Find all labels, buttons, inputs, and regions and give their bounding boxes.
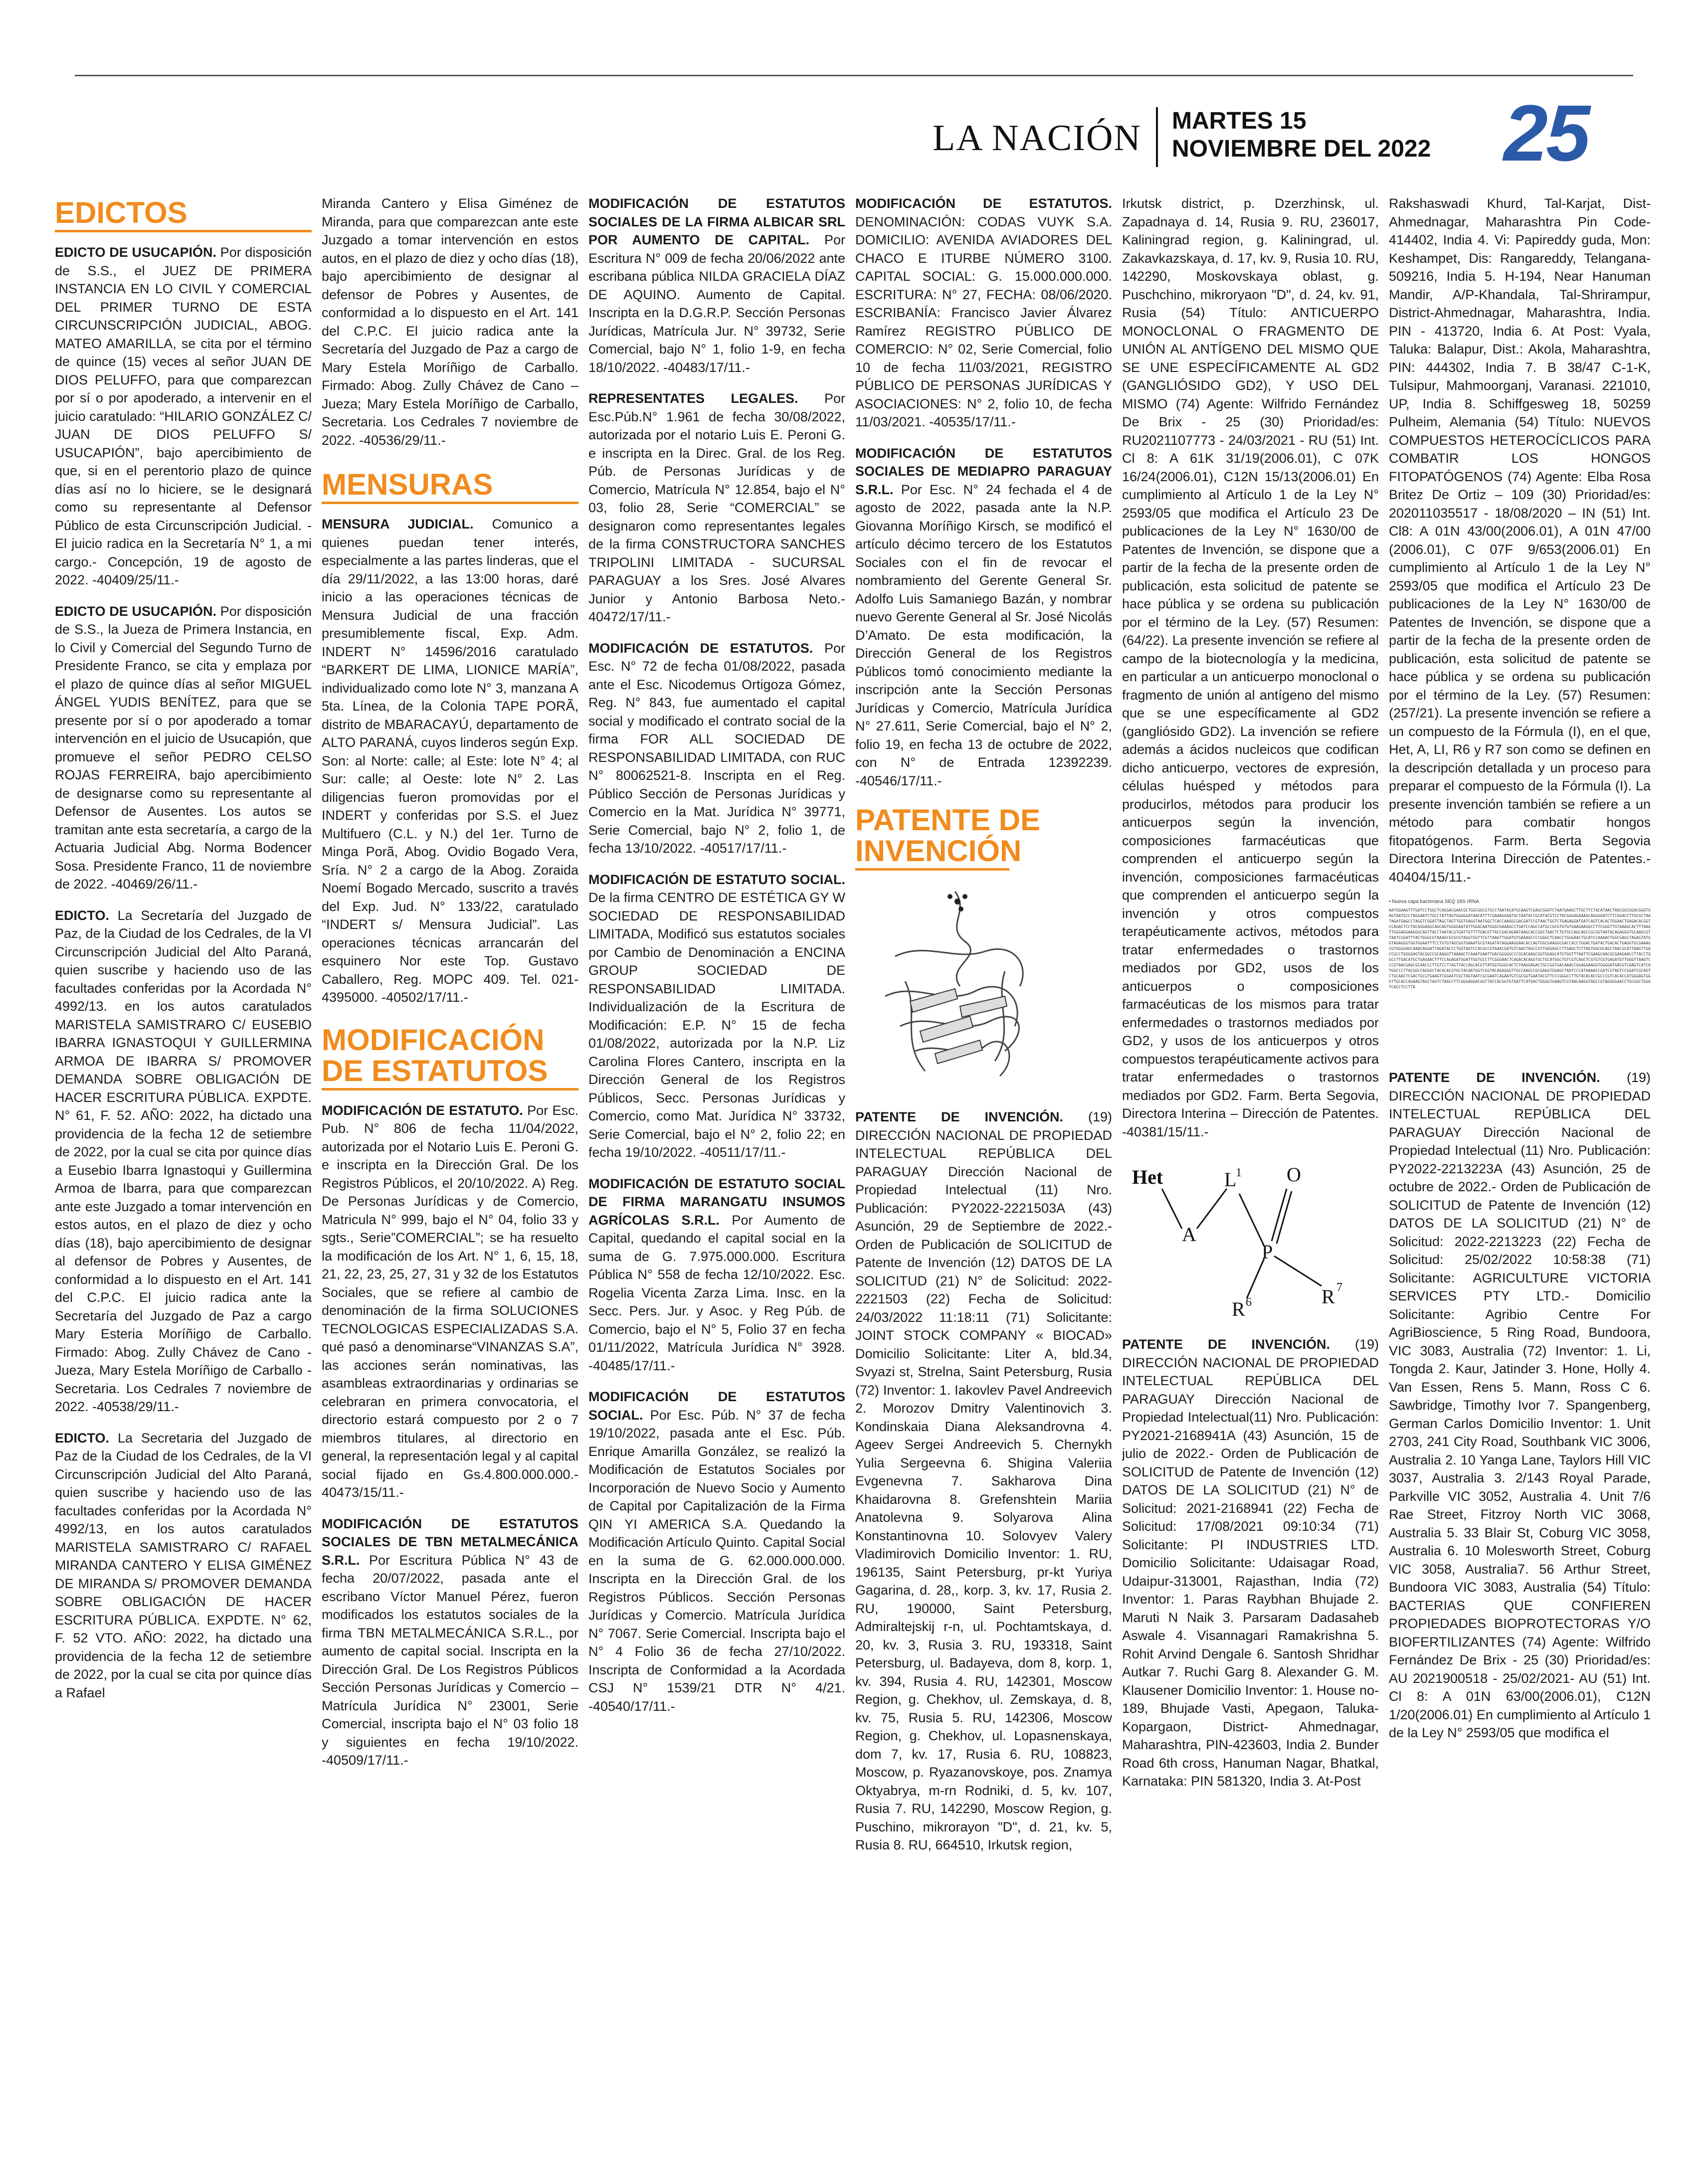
antibody-structure-figure [855,882,1112,1096]
notice-entry [588,639,845,858]
newspaper-brand: LA NACIÓN [933,118,1141,159]
notice-body: Por Esc. N° 72 de fecha 01/08/2022, pasada ante el Esc. Nicodemus Ortigoza Gómez, Reg. N° 843, fue aumentado el capital social y modificado el contrato social de la firma FOR ALL SOCIEDAD DE RESPONSABILIDAD LIMITADA, con RUC N° 80062521-8. Inscripta en el Reg. Público Sección de Personas Jurídicas y Comercio en la Mat. Jurídica N° 39771, Serie Comercial, bajo N° 2, folio 1, de fecha 13/10/2022. -40517/17/11.- [588,640,845,856]
notices-list [855,194,1112,790]
column-6 [1389,194,1651,2139]
section-title-line-2: INVENCIÓN [855,834,1022,868]
notice-body: (19) DIRECCIÓN NACIONAL DE PROPIEDAD INTELECTUAL REPÚBLICA DEL PARAGUAY Dirección Nacional de Propiedad Intelectual (11) Nro. Publicación: PY2022-2213223A (43) Asunción, 25 de octubre de 2022.- Orden de Publicación de SOLICITUD de Patente de Invención (12) DATOS DE LA SOLICITUD (21) N° de Solicitud: 2022-2213223 (22) Fecha de Solicitud: 25/02/2022 10:58:38 (71) Solicitante: AGRICULTURE VICTORIA SERVICES PTY LTD.- Domicilio Solicitante: Agribio Centre For AgriBioscience, 5 Ring Road, Bundoora, VIC 3083, Australia (72) Inventor: 1. Li, Tongda 2. Kaur, Jatinder 3. Hone, Holly 4. Van Essen, Rens 5. Mann, Ross C 6. Sawbridge, Timothy Ivor 7. Spangenberg, German Carlos Domicilio Inventor: 1. Unit 2703, 241 City Road, Southbank VIC 3006, Australia 2. 10 Yanga Lane, Taylors Hill VIC 3037, Australia 3. 2/143 Royal Parade, Parkville VIC 3052, Australia 4. Unit 7/6 Rae Street, Fitzroy North VIC 3068, Australia 5. 33 Blair St, Coburg VIC 3058, Australia 6. 10 Molesworth Street, Coburg VIC 3058, Australia7. 56 Arthur Street, Bundoora VIC 3083, Australia (54) Título: BACTERIAS QUE CONFIEREN PROPIEDADES BIOPROTECTORAS Y/O BIOFERTILIZANTES (74) Agente: Wilfrido Fernández De Brix - 25 (30) Prioridad/es: AU 2021900518 - 25/02/2021- AU (51) Int. Cl 8: A 01N 63/00(2006.01), C12N 1/20(2006.01) En cumplimiento al Artículo 1 de la Ley N° 2593/05 que modifica el [1389,1070,1651,1740]
notice-title: MODIFICACIÓN DE ESTATUTO. [322,1102,523,1118]
notice-title: PATENTE DE INVENCIÓN. [1122,1337,1330,1352]
notice-title: EDICTO. [55,1430,110,1446]
section-heading-patente [855,805,1112,867]
notice-title: MODIFICACIÓN DE ESTATUTO SOCIAL DE FIRMA MARANGATU INSUMOS AGRÍCOLAS S.R.L. [588,1176,845,1228]
edictos-list [55,243,312,1702]
sequence-caption: • Nueva capa bacteriana SEQ 18S rRNA [1389,899,1479,905]
notice-continuation: Miranda Cantero y Elisa Giménez de Miranda, para que comparezcan ante este Juzgado a tomar intervención en estos autos, en el plazo de diez y ocho días (18), bajo apercibimiento de designar al defensor de Pobres y Ausentes, de conformidad a lo dispuesto en el Art. 141 del C.P.C. El juicio radica ante la Secretaría del Juzgado de Paz a cargo de Mary Estela Moríñigo de Carballo. Firmado: Abog. Zully Chávez de Cano – Jueza; Mary Estela Moríñigo de Carballo, Secretaria. Los Cedrales 7 noviembre de 2022. -40536/29/11.- [322,196,578,448]
notice-body: Por Esc.Púb.N° 1.961 de fecha 30/08/2022, autorizada por el notario Luis E. Peroni G. e inscripta en la Direc. Gral. de los Reg. Púb. de Personas Jurídicas y de Comercio, Matrícula N° 12.854, bajo el N° 03, folio 28, Serie “COMERCIAL” se designaron como representantes legales de la firma CONSTRUCTORA SANCHES TRIPOLINI LIMITADA - SUCURSAL PARAGUAY a los Sres. José Alvares Junior y Antonio Barbosa Neto.- 40472/17/11.- [588,391,845,624]
column-2 [322,194,578,2139]
notice-title: REPRESENTATES LEGALES. [588,391,798,406]
page-number: 25 [1504,88,1588,178]
notice-entry [855,1108,1112,1854]
column-1 [55,194,312,2139]
notice-body: La Secretaria del Juzgado de Paz de la Ciudad de los Cedrales, de la VI Circunscripción Judicial del Alto Paraná, quien suscribe y haciendo uso de las facultades conferidas por la Acordada N° 4992/13, en los autos caratulados MARISTELA SAMISTRARO C/ RAFAEL MIRANDA CANTERO Y ELISA GIMÉNEZ DE MIRANDA S/ PROMOVER DEMANDA SOBRE OBLIGACIÓN DE HACER ESCRITURA PÚBLICA. EXPDTE. N° 62, F. 52 VTO. AÑO: 2022, ha dictado una providencia de la fecha 12 de setiembre de 2022, por la cual se cita por quince días a Rafael [55,1430,312,1700]
formula-het: Het [1132,1166,1163,1188]
heading-underline [322,1088,578,1090]
modificacion-list [322,1101,578,1770]
heading-underline [855,868,1009,871]
notice-patente [1389,1069,1651,1742]
protein-ribbon-illustration [855,882,1055,1096]
notice-body: Por disposición de S.S., la Jueza de Primera Instancia, en lo Civil y Comercial del Segundo Turno de Presidente Franco, se cita y emplaza por el plazo de quince días al señor MIGUEL ÁNGEL YUDIS BENÍTEZ, para que se presente por sí o por apoderado a tomar intervención en el juicio de Usucapión, que promueve el señor PEDRO CELSO ROJAS FERREIRA, bajo apercibimiento de designarse como su representante al Defensor de Ausentes. Los autos se tramitan ante esta secretaría, a cargo de la Actuaria Judicial Abg. Norma Bodencer Sosa. Presidente Franco, 11 de noviembre de 2022. -40469/26/11.- [55,603,312,892]
notice-entry [855,444,1112,790]
formula-i-structure [1122,1154,1361,1323]
sequence-text: AATGGAAGTTTGATCCTGGCTCAGGACGAACGCTGGCGGCGTGCCTAATACATGCAAGTCGAGCGGATCTAATGAAGCTTGCTTCTACATAACTAGCGGCGGACGGGTGAGTAATGCCTAGGAATCTGCCTATTAGTGGGGGATAACATTTCGAAAGGAATGCTAATACCGCATACGTCCTACGGGAGAAAGCAGGGGATCTTCGGACCTTGCGCTAATAGATGAGCCTAGGTCGGATTAGCTAGTTGGTGAGGTAATGGCTCACCAAGGCGACGATCCGTAACTGGTCTGAGAGGATGATCAGTCACACTGGAACTGAGACACGGTCCAGACTCCTACGGGAGGCAGCAGTGGGGAATATTGGACAATGGGCGAAAGCCTGATCCAGCCATGCCGCGTGTGTGAAGAAGGCCTTCGGGTTGTAAAGCACTTTAAGTTGGGAGGAAGGGCAGTTACCTAATACGTGATTGTTTTGACGTTACCGACAGAATAAGCACCGGCTAACTCTGTGCCAGCAGCCGCGGTAATACAGAGGGTGCAAGCGTTAATCGGATTTACTGGGCGTAAAGCGCGCGTAGGTGGTTCGTTAAGTTGGATGTGAAAGCCCCGGGCTCAACCTGGGAACTGCATCCAAAACTGGCGAGCTAGAGTATGGTAGAGGGTGGTGGAATTTCCTGTGTAGCGGTGAAATGCGTAGATATAGGAAGGAACACCAGTGGCGAAGGCGACCACCTGGACTGATACTGACACTGAGGTGCGAAAGCGTGGGGAGCAAACAGGATTAGATACCCTGGTAGTCCACGCCGTAAACGATGTCAACTAGCCGTTGGGAGCCTTGAGCTCTTAGTGGCGCAGCTAACGCATTAAGTTGACCGCCTGGGGAGTACGGCCGCAAGGTTAAAACTCAAATGAATTGACGGGGGCCCGCACAAGCGGTGGAGCATGTGGTTTAATTCGAAGCAACGCGAAGAACCTTACCTGGCCTTGACATGCTGAGAACTTTCCAGAGATGGATTGGTGCCTTCGGGAACTCAGACACAGGTGCTGCATGGCTGTCGTCAGCTCGTGTCGTGAGATGTTGGGTTAAGTCCCGTAACGAGCGCAACCCTTGTCCTTAGTTACCAGCACGTTATGGTGGGCACTCTAAGGAGACTGCCGGTGACAAACCGGAGGAAGGTGGGGATGACGTCAAGTCATCATGGCCCTTACGGCCAGGGCTACACACGTGCTACAATGGTCGGTACAGAGGGTTGCCAAGCCGCGAGGTGGAGCTAATCCCATAAAACCGATCGTAGTCCGGATCGCAGTCTGCAACTCGACTGCGTGAAGTCGGAATCGCTAGTAATCGCGAATCAGAATGTCGCGGTGAATACGTTCCCGGGCCTTGTACACACCGCCCGTCACACCATGGGAGTGGGTTGCACCAGAAGTAGCTAGTCTAACCTTCGGGAGGACGGTTACCACGGTGTGATTCATGACTGGGGTGAAGTCGTAACAAGGTAGCCGTAGGGGAACCTGCGGCTGGATCACCTCCTTA [1389,908,1651,989]
notice-continuation [1122,194,1379,1141]
notice-title: MODIFICACIÓN DE ESTATUTOS. [855,196,1112,211]
notice-title: EDICTO DE USUCAPIÓN. [55,603,216,619]
notice-entry [55,1429,312,1702]
notice-entry [322,1101,578,1502]
notice-patente [1122,1335,1379,1791]
classifieds-columns [55,194,1651,2139]
formula-r6: R [1232,1298,1245,1320]
dna-sequence-figure [1389,899,1651,1054]
notice-entry [588,1175,845,1375]
notice-title: MODIFICACIÓN DE ESTATUTOS SOCIALES DE TBN METALMECÁNICA S.R.L. [322,1516,578,1568]
formula-l-superscript: 1 [1236,1166,1242,1179]
issue-date [1172,107,1431,163]
formula-r6-superscript: 6 [1246,1296,1252,1309]
notice-body: Comunico a quienes puedan tener interés, especialmente a las partes linderas, que el día 29/11/2022, a las 13:00 horas, daré inicio a las operaciones técnicas de Mensura Judicial de una fracción presumiblemente fiscal, Exp. Adm. INDERT N° 14596/2016 caratulado “BARKERT DE LIMA, LIONICE MARÍA”, individualizado como lote N° 3, manzana A 5ta. Línea, de la Colonia TAPE PORÃ, distrito de MBARACAYÚ, departamento de ALTO PARANÁ, cuyos linderos según Exp. Son: al Norte: calle; al Este: lote N° 4; al Sur: calle; al Oeste: lote N° 2. Las diligencias fueron promovidas por el INDERT y conferidas por S.S. el Juez Multifuero (C.L. y N.) del 1er. Turno de Minga Porã, Abog. Ovidio Bogado Vera, Sría. N° 2 a cargo de la Abog. Zoraida Noemí Bogado Mercado, suscrito a través del Exp. Jud. N° 133/22, caratulado “INDERT s/ Mensura Judicial”. Las operaciones técnicas arrancarán del esquinero Nor este Top. Gustavo Caballero, Reg. MOPC 409. Tel. 021-4395000. -40502/17/11.- [322,517,578,1005]
notice-title: MODIFICACIÓN DE ESTATUTO SOCIAL. [588,872,845,887]
notice-title: MODIFICACIÓN DE ESTATUTOS SOCIALES DE MEDIAPRO PARAGUAY S.R.L. [855,445,1112,497]
masthead-separator [1156,107,1158,167]
formula-o: O [1287,1163,1301,1186]
section-title: MENSURAS [322,468,493,501]
notice-entry [322,1515,578,1770]
notice-entry [55,907,312,1416]
notice-title: MENSURA JUDICIAL. [322,517,474,532]
notice-title: PATENTE DE INVENCIÓN. [855,1109,1063,1124]
section-title-line-1: PATENTE DE [855,803,1041,837]
formula-a: A [1182,1223,1196,1246]
notice-title: PATENTE DE INVENCIÓN. [1389,1070,1600,1085]
notice-entry [55,243,312,589]
chemical-formula-figure [1122,1154,1379,1323]
notice-continuation [1389,194,1651,886]
top-rule [75,75,1633,76]
notice-body: Irkutsk district, p. Dzerzhinsk, ul. Zapadnaya d. 14, Rusia 9. RU, 236017, Kaliningrad region, g. Kaliningrad, ul. Zakavkazskaya, d. 17, kv. 9, Rusia 10. RU, 142290, Moskovskaya oblast, g. Puschchino, mikroryaon "D", d. 24, kv. 91, Rusia (54) Título: ANTICUERPO MONOCLONAL O FRAGMENTO DE UNIÓN AL ANTÍGENO DEL MISMO QUE SE UNE ESPECÍFICAMENTE AL GD2 (GANGLIÓSIDO GD2), Y USO DEL MISMO (74) Agente: Wilfrido Fernández De Brix - 25 (30) Prioridad/es: RU2021107773 - 24/03/2021 - RU (51) Int. Cl 8: A 61K 31/19(2006.01), C 07K 16/24(2006.01), C12N 15/13(2006.01) En cumplimiento al Artículo 1 de la Ley N° 2593/05 que modifica el Artículo 23 De publicaciones de la Ley N° 1630/00 de Patentes de Invención, se dispone que a partir de la fecha de la presente orden de publicación, esta solicitud de patente se hace pública y se ordena su publicación por el término de la Ley. (57) Resumen: (64/22). La presente invención se refiere al campo de la biotecnología y la medicina, en particular a un anticuerpo monoclonal o fragmento de unión al antígeno del mismo que se une específicamente al GD2 (gangliósido GD2). La invención se refiere además a ácidos nucleicos que codifican dicho anticuerpo, vectores de expresión, células huésped y métodos para producirlos, métodos para producir los anticuerpos según la invención, composiciones farmacéuticas que comprenden el anticuerpo según la invención, composiciones farmacéuticas que comprenden el anticuerpo según la invención y otros compuestos terapéuticamente activos, métodos para tratar enfermedades o trastornos mediados por GD2, usos de los anticuerpos o composiciones farmacéuticas de los mismos para tratar enfermedades o trastornos mediados por GD2, y usos de los anticuerpos y otros compuestos terapéuticamente activos para tratar enfermedades o trastornos mediados por GD2. Farm. Berta Segovia, Directora Interina – Dirección de Patentes. -40381/15/11.- [1122,196,1379,1139]
notice-entry [588,194,845,376]
notice-body: Por Escritura N° 009 de fecha 20/06/2022 ante escribana pública NILDA GRACIELA DÍAZ DE AQUINO. Aumento de Capital. Inscripta en la D.G.R.P. Sección Personas Jurídicas, Matrícula Jur. N° 39732, Serie Comercial, bajo N° 1, folio 1-9, en fecha 18/10/2022. -40483/17/11.- [588,232,845,375]
patent-list [855,1108,1112,1854]
issue-day: MARTES 15 [1172,108,1307,134]
section-title-line-1: MODIFICACIÓN [322,1023,545,1057]
section-title: EDICTOS [55,196,188,229]
notice-entry [855,194,1112,431]
column-5 [1122,194,1379,2139]
notice-entry [55,602,312,894]
notice-body: DENOMINACIÓN: CODAS VUYK S.A. DOMICILIO: AVENIDA AVIADORES DEL CHACO E ITURBE NÚMERO 3100. CAPITAL SOCIAL: G. 15.000.000.000. ESCRITURA: N° 27, FECHA: 08/06/2020. ESCRIBANÍA: Francisco Javier Álvarez Ramírez REGISTRO PÚBLICO DE COMERCIO: N° 02, Serie Comercial, folio 10 de fecha 11/03/2021, REGISTRO PÚBLICO DE PERSONAS JURÍDICAS Y ASOCIACIONES: N° 2, folio 10, de fecha 11/03/2021. -40535/17/11.- [855,214,1112,429]
notice-body: La Secretaría del Juzgado de Paz, de la Ciudad de los Cedrales, de la VI Circunscripción Judicial del Alto Paraná, quien suscribe y haciendo uso de las facultades conferidas por la Acordada N° 4992/13. en los autos caratulados MARISTELA SAMISTRARO C/ EUSEBIO IBARRA IGNASTOQUI Y GUILLERMINA ARMOA DE IBARRA S/ PROMOVER DEMANDA SOBRE OBLIGACIÓN DE HACER ESCRITURA PÚBLICA. EXPDTE. N° 61, F. 52. AÑO: 2022, ha dictado una providencia de la fecha 12 de setiembre de 2022, por la cual se cita por quince días a Eusebio Ibarra Ignastoqui y Guillermina Armoa de Ibarra, para que comparezcan ante este Juzgado a tomar intervención en estos autos, en el plazo de diez y ocho días (18), bajo apercibimiento de designar al defensor de Pobres y Ausentes, de conformidad a lo dispuesto en el Art. 141 del C.P.C. El juicio radica ante la Secretaría del Juzgado de Paz a cargo Mary Esteria Moríñigo de Carballo. Firmado: Abog. Zully Chávez de Cano - Jueza, Mary Estela Moríñigo de Carballo - Secretaria. Los Cedrales 7 noviembre de 2022. -40538/29/11.- [55,908,312,1414]
notice-mensura [322,515,578,1007]
section-heading-mensuras [322,469,578,500]
notice-entry [588,389,845,626]
notice-title: EDICTO DE USUCAPIÓN. [55,245,216,260]
section-heading-edictos [55,197,312,228]
issue-month-year: NOVIEMBRE DEL 2022 [1172,136,1431,162]
formula-r7-superscript: 7 [1336,1281,1342,1294]
section-heading-modificacion [322,1025,578,1087]
formula-l: L [1224,1168,1237,1191]
notice-body: De la firma CENTRO DE ESTÉTICA GY W SOCIEDAD DE RESPONSABILIDAD LIMITADA, Modificó sus estatutos sociales por Cambio de Denominación a ENCINA GROUP SOCIEDAD DE RESPONSABILIDAD LIMITADA. Individualización de la Escritura de Modificación: E.P. N° 15 de fecha 01/08/2022, autorizada por la N.P. Liz Carolina Flores Cantero, inscripta en la Dirección General de los Registros Públicos, Secc. Personas Jurídicas y Comercio, como Mat. Jurídica N° 33732, Serie Comercial, bajo el N° 2, folio 22; en fecha 19/10/2022. -40511/17/11.- [588,890,845,1160]
notice-body: Por Esc. Púb. N° 37 de fecha 19/10/2022, pasada ante el Esc. Púb. Enrique Amarilla González, se realizó la Modificación de Estatutos Sociales por Incorporación de Nuevo Socio y Aumento de Capital por Capitalización de la Firma QIN YI AMERICA S.A. Quedando la Modificación Artículo Quinto. Capital Social en la suma de G. 62.000.000.000. Inscripta en la Dirección Gral. de los Registros Públicos. Sección Personas Jurídicas y Comercio. Matrícula Jurídica N° 7067. Serie Comercial. Inscripta bajo el N° 4 Folio 36 de fecha 27/10/2022. Inscripta de Conformidad a la Acordada CSJ N° 1539/21 DTR N° 4/21. -40540/17/11.- [588,1407,845,1714]
section-title-line-2: DE ESTATUTOS [322,1054,548,1088]
formula-r7: R [1322,1285,1335,1308]
notice-body: Por Esc. N° 24 fechada el 4 de agosto de 2022, pasada ante la N.P. Giovanna Moríñigo Kirsch, se modificó el artículo décimo tercero de los Estatutos Sociales con el fin de revocar el nombramiento del Gerente General Sr. Adolfo Luis Samaniego Bazán, y nombrar nuevo Gerente General al Sr. José Nicolás D’Amato. De esta modificación, la Dirección General de los Registros Públicos tomó conocimiento mediante la inscripción ante la Sección Personas Jurídicas y Comercio, Matrícula Jurídica N° 27.611, Serie Comercial, bajo el N° 2, folio 19, en fecha 13 de octubre de 2022, con N° de Entrada 12392239. -40546/17/11.- [855,482,1112,788]
heading-underline [322,502,578,504]
notice-body: (19) DIRECCIÓN NACIONAL DE PROPIEDAD INTELECTUAL REPÚBLICA DEL PARAGUAY Dirección Nacional de Propiedad Intelectual(11) Nro. Publicación: PY2021-2168941A (43) Asunción, 15 de julio de 2022.- Orden de Publicación de SOLICITUD de Patente de Invención (12) DATOS DE LA SOLICITUD (21) N° de Solicitud: 2021-2168941 (22) Fecha de Solicitud: 17/08/2021 09:10:34 (71) Solicitante: PI INDUSTRIES LTD. Domicilio Solicitante: Udaisagar Road, Udaipur-313001, Rajasthan, India (72) Inventor: 1. Paras Raybhan Bhujade 2. Maruti N Naik 3. Parsaram Dadasaheb Aswale 4. Visannagari Ramakrishna 5. Rohit Arvind Dengale 6. Santosh Shridhar Autkar 7. Ruchi Garg 8. Alexander G. M. Klausener Domicilio Inventor: 1. House no- 189, Bhujade Vasti, Apegaon, Taluka-Kopargaon, District- Ahmednagar, Maharashtra, PIN-423603, India 2. Bunder Road 6th cross, Hanuman Nagar, Bhatkal, Karnataka: PIN 581320, India 3. At-Post [1122,1337,1379,1789]
notice-body: Por Escritura Pública N° 43 de fecha 20/07/2022, pasada ante el escribano Víctor Manuel Pérez, fueron modificados los estatutos sociales de la firma TBN METALMECÁNICA S.R.L., por aumento de capital social. Inscripta en la Dirección Gral. De Los Registros Públicos Sección Personas Jurídicas y Comercio – Matrícula Jurídica N° 23001, Serie Comercial, inscripta bajo el N° 03 folio 18 y siguientes en fecha 19/10/2022. -40509/17/11.- [322,1552,578,1768]
notice-title: MODIFICACIÓN DE ESTATUTOS SOCIAL. [588,1389,845,1423]
notice-title: MODIFICACIÓN DE ESTATUTOS. [588,640,813,656]
notice-entry [588,871,845,1162]
notice-title: MODIFICACIÓN DE ESTATUTOS SOCIALES DE LA FIRMA ALBICAR SRL POR AUMENTO DE CAPITAL. [588,196,845,247]
notices-list [588,194,845,1715]
column-4 [855,194,1112,2139]
notice-body: (19) DIRECCIÓN NACIONAL DE PROPIEDAD INTELECTUAL REPÚBLICA DEL PARAGUAY Dirección Nacional de Propiedad Intelectual (11) Nro. Publicación: PY2022-2221503A (43) Asunción, 29 de Septiembre de 2022.- Orden de Publicación de SOLICITUD de Patente de Invención (12) DATOS DE LA SOLICITUD (21) N° de Solicitud: 2022-2221503 (22) Fecha de Solicitud: 24/03/2022 11:18:11 (71) Solicitante: JOINT STOCK COMPANY « BIOCAD» Domicilio Solicitante: Liter A, bld.34, Svyazi st, Strelna, Saint Petersburg, Rusia (72) Inventor: 1. Iakovlev Pavel Andreevich 2. Morozov Dmitry Valentinovich 3. Kondinskaia Diana Aleksandrovna 4. Ageev Sergei Andreevich 5. Chernykh Yulia Sergeevna 6. Shigina Valeriia Evgenevna 7. Sakharova Dina Khaidarovna 8. Grefenshtein Mariia Anatolevna 9. Solyarova Alina Konstantinovna 10. Solovyev Valery Vladimirovich Domicilio Inventor: 1. RU, 196135, Saint Petersburg, pr-kt Yuriya Gagarina, d. 28,, korp. 3, kv. 17, Rusia 2. RU, 190000, Saint Petersburg, Admiraltejskij r-n, ul. Pochtamtskaya, d. 20, kv. 3, Rusia 3. RU, 193318, Saint Petersburg, ul. Badayeva, dom 8, korp. 1, kv. 394, Rusia 4. RU, 142301, Moscow Region, g. Chekhov, ul. Zemskaya, d. 8, kv. 75, Rusia 5. RU, 142306, Moscow Region, g. Chekhov, ul. Lopasnenskaya, dom 7, kv. 17, Rusia 6. RU, 108823, Moscow, p. Ryazanovskoye, pos. Znamya Oktyabrya, m-rn Rodniki, d. 5, kv. 107, Rusia 7. RU, 142290, Moscow Region, g. Puschino, mikrorayon "D", d. 21, kv. 5, Rusia 8. RU, 664510, Irkutsk region, [855,1109,1112,1852]
notice-title: EDICTO. [55,908,110,923]
notice-entry [588,1388,845,1715]
column-3 [588,194,845,2139]
notice-body: Rakshaswadi Khurd, Tal-Karjat, Dist-Ahmednagar, Maharashtra Pin Code-414402, India 4. Vi: Papireddy guda, Mon: Keshampet, Dis: Rangareddy, Telangana-509216, India 5. H-194, Near Hanuman Mandir, A/P-Khandala, Tal-Shrirampur, District-Ahmednagar, Maharashtra, India. PIN - 413720, India 6. At Post: Vyala, Taluka: Balapur, Dist.: Akola, Maharashtra, PIN: 444302, India 7. B 38/47 C-1-K, Tulsipur, Mahmoorganj, Varanasi. 221010, UP, India 8. Schiffgesweg 18, 50259 Pulheim, Alemania (54) Título: NUEVOS COMPUESTOS HETEROCÍCLICOS PARA COMBATIR LOS HONGOS FITOPATÓGENOS (74) Agente: Elba Rosa Britez De Ortiz – 109 (30) Prioridad/es: 202011035517 - 18/08/2020 – IN (51) Int. Cl8: A 01N 43/00(2006.01), A 01N 47/00 (2006.01), C 07F 9/653(2006.01) En cumplimiento al Artículo 1 de la Ley N° 2593/05 que modifica el Artículo 23 De publicaciones de la Ley N° 1630/00 de Patentes de Invención, se dispone que a partir de la fecha de la presente orden de publicación, esta solicitud de patente se hace pública y se ordena su publicación por el término de la Ley. (57) Resumen: (257/21). La presente invención se refiere a un compuesto de la Fórmula (I), en el que, Het, A, LI, R6 y R7 son como se definen en la descripción detallada y un proceso para preparar el compuesto de la Fórmula (I). La presente invención también se refiere a un método para combatir hongos fitopatógenos. Farm. Berta Segovia Directora Interina Dirección de Patentes.- 40404/15/11.- [1389,196,1651,885]
masthead [0,88,1708,178]
notice-body: Por disposición de S.S., el JUEZ DE PRIMERA INSTANCIA EN LO CIVIL Y COMERCIAL DEL PRIMER TURNO DE ESTA CIRCUNSCRIPCIÓN JUDICIAL, ABOG. MATEO AMARILLA, se cita por el término de quince (15) veces al señor JUAN DE DIOS PELUFFO, para que comparezcan por sí o por apoderado, a intervenir en el juicio caratulado: “HILARIO GONZÁLEZ C/ JUAN DE DIOS PELUFFO S/ USUCAPIÓN”, bajo apercibimiento de que, si en el perentorio plazo de quince días así no lo hiciere, se le designará como su representante al Defensor Público de esta Circunscripción Judicial. - El juicio radica en la Secretaría N° 1, a mi cargo.- Concepción, 19 de agosto de 2022. -40409/25/11.- [55,245,312,587]
notice-body: Por Esc. Pub. N° 806 de fecha 11/04/2022, autorizada por el Notario Luis E. Peroni G. e inscripta en la Dirección Gral. De los Registros Públicos, el 20/10/2022. A) Reg. De Personas Jurídicas y de Comercio, Matricula N° 999, bajo el N° 04, folio 33 y sgts., Serie”COMERCIAL”; se ha resuelto la modificación de los Art. N° 1, 6, 15, 18, 21, 22, 23, 25, 27, 31 y 32 de los Estatutos Sociales, que se refiere al cambio de denominación de la firma SOLUCIONES TECNOLOGICAS ESPECIALIZADAS S.A. qué pasó a denominarse“VINANZAS S.A”, las acciones serán nominativas, las asambleas extraordinarias y ordinarias se celebraran en primera convocatoria, el directorio estará compuesto por 2 o 7 miembros titulares, al directorio en general, la representación legal y al capital social fijado en Gs.4.800.000.000.- 40473/15/11.- [322,1102,578,1500]
formula-p: P [1262,1241,1273,1263]
heading-underline [55,230,312,232]
notice-body: Por Aumento de Capital, quedando el capital social en la suma de G. 7.975.000.000. Escritura Pública N° 558 de fecha 12/10/2022. Esc. Rogelia Vicenta Zarza Lima. Insc. en la Secc. Pers. Jur. y Asoc. y Reg Púb. de Comercio, bajo el N° 5, Folio 37 en fecha 01/11/2022, Matrícula Jurídica N° 3928. -40485/17/11.- [588,1212,845,1373]
